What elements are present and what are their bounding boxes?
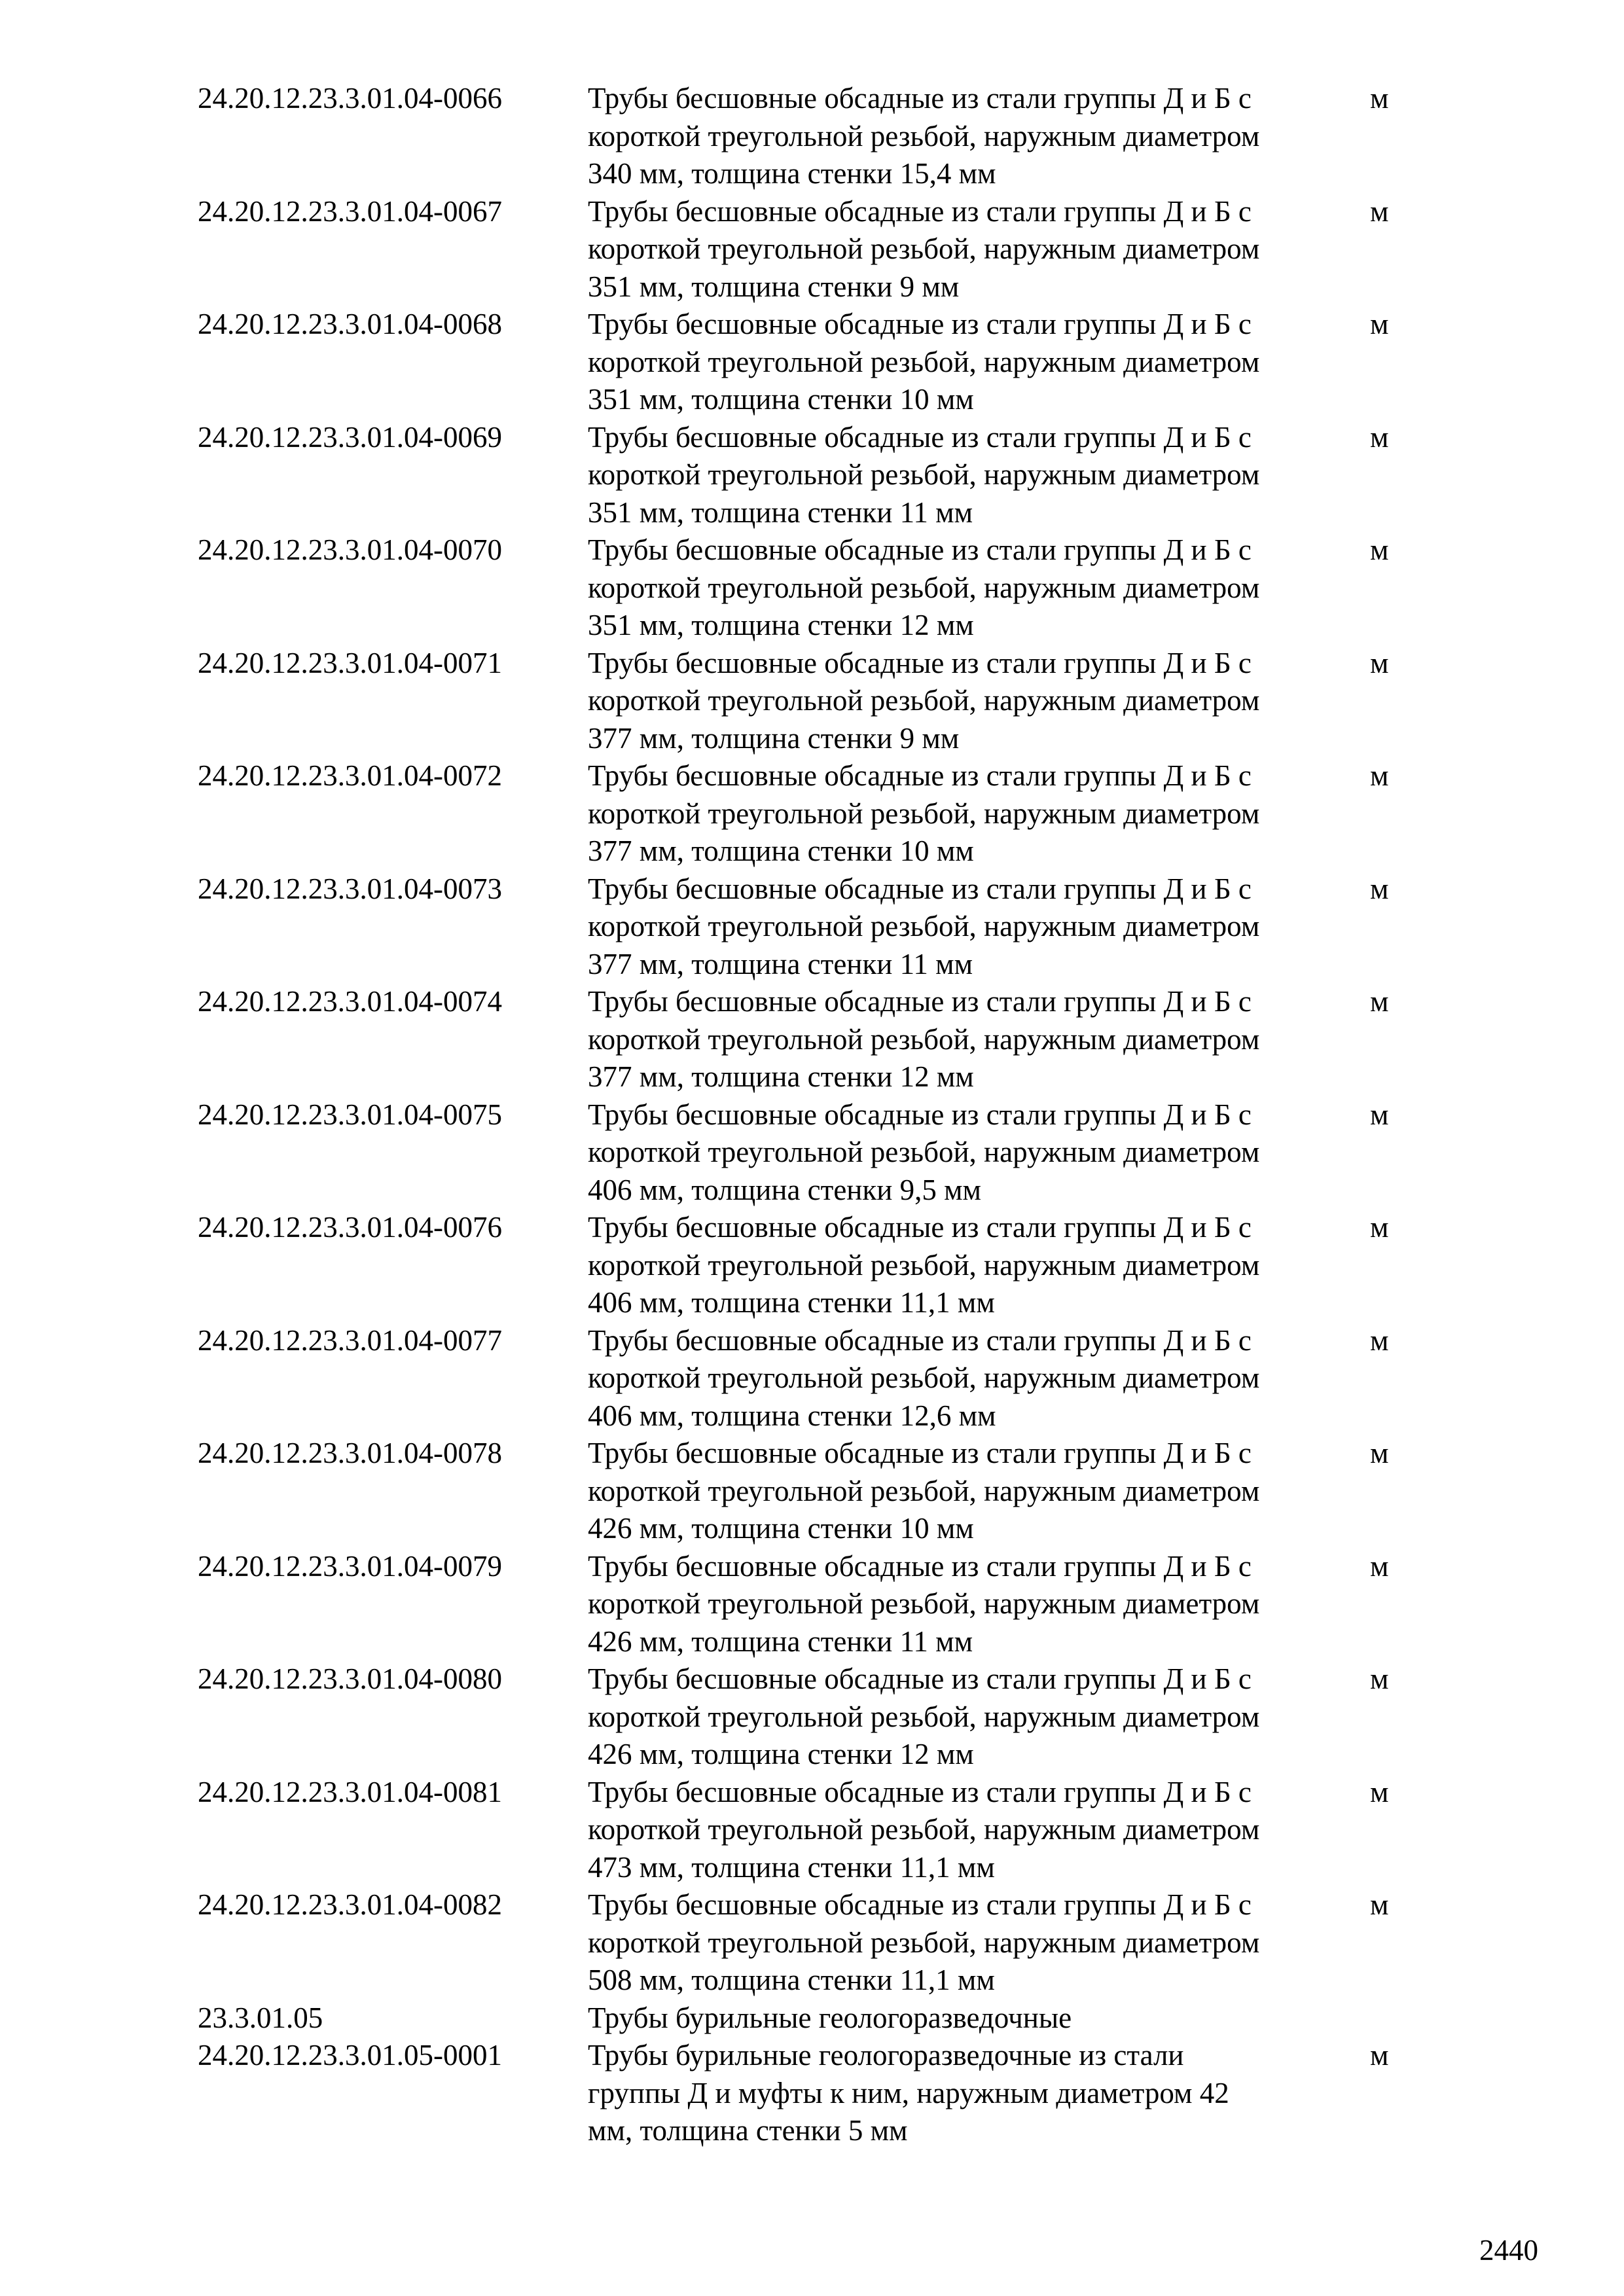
item-unit: м: [1370, 308, 1389, 340]
item-code: 24.20.12.23.3.01.04-0067: [198, 194, 502, 228]
description-line: Трубы бесшовные обсадные из стали группы Д и Б с: [588, 1323, 1252, 1357]
description-line: 406 мм, толщина стенки 11,1 мм: [588, 1286, 995, 1319]
item-code: 24.20.12.23.3.01.04-0082: [198, 1888, 502, 1921]
description-line: 351 мм, толщина стенки 11 мм: [588, 495, 973, 529]
item-code: 24.20.12.23.3.01.04-0069: [198, 420, 502, 454]
table-row: [0, 531, 1624, 645]
table-row: [0, 1660, 1624, 1774]
table-row: [0, 645, 1624, 758]
description-line: Трубы бесшовные обсадные из стали группы Д и Б с: [588, 1098, 1252, 1131]
description-line: 426 мм, толщина стенки 10 мм: [588, 1512, 974, 1545]
description-line: 406 мм, толщина стенки 9,5 мм: [588, 1173, 982, 1206]
item-code: 24.20.12.23.3.01.04-0074: [198, 985, 502, 1018]
description-line: короткой треугольной резьбой, наружным диаметром: [588, 345, 1260, 378]
item-description: [588, 1322, 1354, 1435]
table-row: [0, 870, 1624, 984]
item-unit: м: [1370, 1211, 1389, 1244]
item-description: [588, 80, 1354, 193]
table-row: [0, 1435, 1624, 1548]
item-unit: м: [1370, 1437, 1389, 1469]
table-row: [0, 306, 1624, 419]
item-unit: м: [1370, 1662, 1389, 1695]
table-row: [0, 80, 1624, 193]
table-row: [0, 983, 1624, 1096]
description-line: Трубы бесшовные обсадные из стали группы Д и Б с: [588, 1888, 1252, 1921]
item-code: 24.20.12.23.3.01.04-0077: [198, 1323, 502, 1357]
item-code: 24.20.12.23.3.01.04-0072: [198, 759, 502, 792]
item-unit: м: [1370, 1888, 1389, 1921]
item-unit: м: [1370, 194, 1389, 228]
item-unit: м: [1370, 533, 1389, 566]
table-row: [0, 1322, 1624, 1435]
description-line: Трубы бесшовные обсадные из стали группы Д и Б с: [588, 1437, 1252, 1469]
description-line: короткой треугольной резьбой, наружным диаметром: [588, 684, 1260, 717]
description-line: короткой треугольной резьбой, наружным диаметром: [588, 232, 1260, 265]
table-row: [0, 193, 1624, 306]
item-unit: м: [1370, 646, 1389, 679]
description-line: 351 мм, толщина стенки 12 мм: [588, 609, 974, 641]
description-line: короткой треугольной резьбой, наружным диаметром: [588, 571, 1260, 604]
item-description: [588, 419, 1354, 532]
item-description: [588, 757, 1354, 870]
description-line: Трубы бесшовные обсадные из стали группы Д и Б с: [588, 533, 1252, 566]
description-line: короткой треугольной резьбой, наружным диаметром: [588, 1248, 1260, 1282]
description-line: Трубы бесшовные обсадные из стали группы Д и Б с: [588, 872, 1252, 905]
item-description: [588, 2000, 1354, 2037]
item-code: 24.20.12.23.3.01.04-0068: [198, 308, 502, 340]
description-line: Трубы бурильные геологоразведочные: [588, 2001, 1072, 2034]
page-number: 2440: [1479, 2234, 1538, 2267]
description-line: короткой треугольной резьбой, наружным диаметром: [588, 1700, 1260, 1733]
description-line: короткой треугольной резьбой, наружным диаметром: [588, 1587, 1260, 1620]
table-row: [0, 1774, 1624, 1887]
description-line: 426 мм, толщина стенки 12 мм: [588, 1738, 974, 1770]
item-unit: м: [1370, 872, 1389, 905]
description-line: Трубы бесшовные обсадные из стали группы Д и Б с: [588, 646, 1252, 679]
item-description: [588, 870, 1354, 984]
item-description: [588, 1660, 1354, 1774]
item-description: [588, 645, 1354, 758]
description-line: 377 мм, толщина стенки 12 мм: [588, 1060, 974, 1093]
description-line: Трубы бесшовные обсадные из стали группы Д и Б с: [588, 985, 1252, 1018]
item-description: [588, 983, 1354, 1096]
item-description: [588, 1096, 1354, 1210]
item-code: 24.20.12.23.3.01.04-0075: [198, 1098, 502, 1131]
item-code: 24.20.12.23.3.01.04-0078: [198, 1437, 502, 1469]
description-line: 351 мм, толщина стенки 10 мм: [588, 383, 974, 416]
description-line: короткой треугольной резьбой, наружным диаметром: [588, 1926, 1260, 1959]
description-line: 377 мм, толщина стенки 11 мм: [588, 947, 973, 980]
item-description: [588, 2037, 1354, 2150]
table-row: [0, 1096, 1624, 1210]
item-unit: м: [1370, 2039, 1389, 2072]
description-line: 406 мм, толщина стенки 12,6 мм: [588, 1399, 996, 1432]
item-code: 24.20.12.23.3.01.05-0001: [198, 2039, 502, 2072]
description-line: 473 мм, толщина стенки 11,1 мм: [588, 1850, 995, 1884]
item-unit: м: [1370, 420, 1389, 454]
description-line: Трубы бесшовные обсадные из стали группы Д и Б с: [588, 1775, 1252, 1808]
item-unit: м: [1370, 1775, 1389, 1808]
item-code: 24.20.12.23.3.01.04-0081: [198, 1775, 502, 1808]
description-line: короткой треугольной резьбой, наружным диаметром: [588, 1022, 1260, 1056]
description-line: короткой треугольной резьбой, наружным диаметром: [588, 1136, 1260, 1168]
description-line: короткой треугольной резьбой, наружным диаметром: [588, 1474, 1260, 1507]
description-line: Трубы бесшовные обсадные из стали группы Д и Б с: [588, 420, 1252, 454]
description-line: короткой треугольной резьбой, наружным диаметром: [588, 119, 1260, 152]
item-description: [588, 1209, 1354, 1322]
item-code: 24.20.12.23.3.01.04-0070: [198, 533, 502, 566]
item-code: 24.20.12.23.3.01.04-0071: [198, 646, 502, 679]
description-line: Трубы бурильные геологоразведочные из стали: [588, 2039, 1184, 2072]
item-code: 24.20.12.23.3.01.04-0080: [198, 1662, 502, 1695]
item-code: 24.20.12.23.3.01.04-0076: [198, 1211, 502, 1244]
description-line: группы Д и муфты к ним, наружным диаметром 42: [588, 2076, 1229, 2109]
description-line: Трубы бесшовные обсадные из стали группы Д и Б с: [588, 759, 1252, 792]
item-unit: м: [1370, 759, 1389, 792]
description-line: Трубы бесшовные обсадные из стали группы Д и Б с: [588, 1662, 1252, 1695]
description-line: короткой треугольной резьбой, наружным диаметром: [588, 1361, 1260, 1394]
description-line: Трубы бесшовные обсадные из стали группы Д и Б с: [588, 194, 1252, 228]
item-description: [588, 1435, 1354, 1548]
description-line: 377 мм, толщина стенки 10 мм: [588, 834, 974, 867]
description-line: Трубы бесшовные обсадные из стали группы Д и Б с: [588, 308, 1252, 340]
table-row: [0, 1209, 1624, 1322]
item-unit: м: [1370, 1549, 1389, 1583]
description-line: короткой треугольной резьбой, наружным диаметром: [588, 1813, 1260, 1846]
table-row: [0, 1886, 1624, 2000]
item-unit: м: [1370, 1098, 1389, 1131]
item-unit: м: [1370, 82, 1389, 115]
item-description: [588, 1886, 1354, 2000]
document-table: [0, 80, 1624, 2150]
description-line: короткой треугольной резьбой, наружным диаметром: [588, 458, 1260, 491]
item-code: 23.3.01.05: [198, 2001, 323, 2034]
item-unit: м: [1370, 1323, 1389, 1357]
item-code: 24.20.12.23.3.01.04-0079: [198, 1549, 502, 1583]
item-description: [588, 531, 1354, 645]
item-description: [588, 1774, 1354, 1887]
table-row: [0, 757, 1624, 870]
item-unit: м: [1370, 985, 1389, 1018]
description-line: короткой треугольной резьбой, наружным диаметром: [588, 910, 1260, 942]
description-line: 426 мм, толщина стенки 11 мм: [588, 1624, 973, 1658]
table-row: [0, 1548, 1624, 1661]
item-description: [588, 1548, 1354, 1661]
table-row: [0, 2000, 1624, 2037]
item-code: 24.20.12.23.3.01.04-0066: [198, 82, 502, 115]
description-line: мм, толщина стенки 5 мм: [588, 2114, 908, 2147]
table-row: [0, 2037, 1624, 2150]
item-code: 24.20.12.23.3.01.04-0073: [198, 872, 502, 905]
description-line: Трубы бесшовные обсадные из стали группы Д и Б с: [588, 1549, 1252, 1583]
description-line: Трубы бесшовные обсадные из стали группы Д и Б с: [588, 1211, 1252, 1244]
description-line: 377 мм, толщина стенки 9 мм: [588, 721, 960, 755]
description-line: короткой треугольной резьбой, наружным диаметром: [588, 797, 1260, 830]
description-line: Трубы бесшовные обсадные из стали группы Д и Б с: [588, 82, 1252, 115]
description-line: 351 мм, толщина стенки 9 мм: [588, 270, 960, 303]
description-line: 508 мм, толщина стенки 11,1 мм: [588, 1964, 995, 1996]
item-description: [588, 306, 1354, 419]
table-row: [0, 419, 1624, 532]
description-line: 340 мм, толщина стенки 15,4 мм: [588, 157, 996, 190]
item-description: [588, 193, 1354, 306]
